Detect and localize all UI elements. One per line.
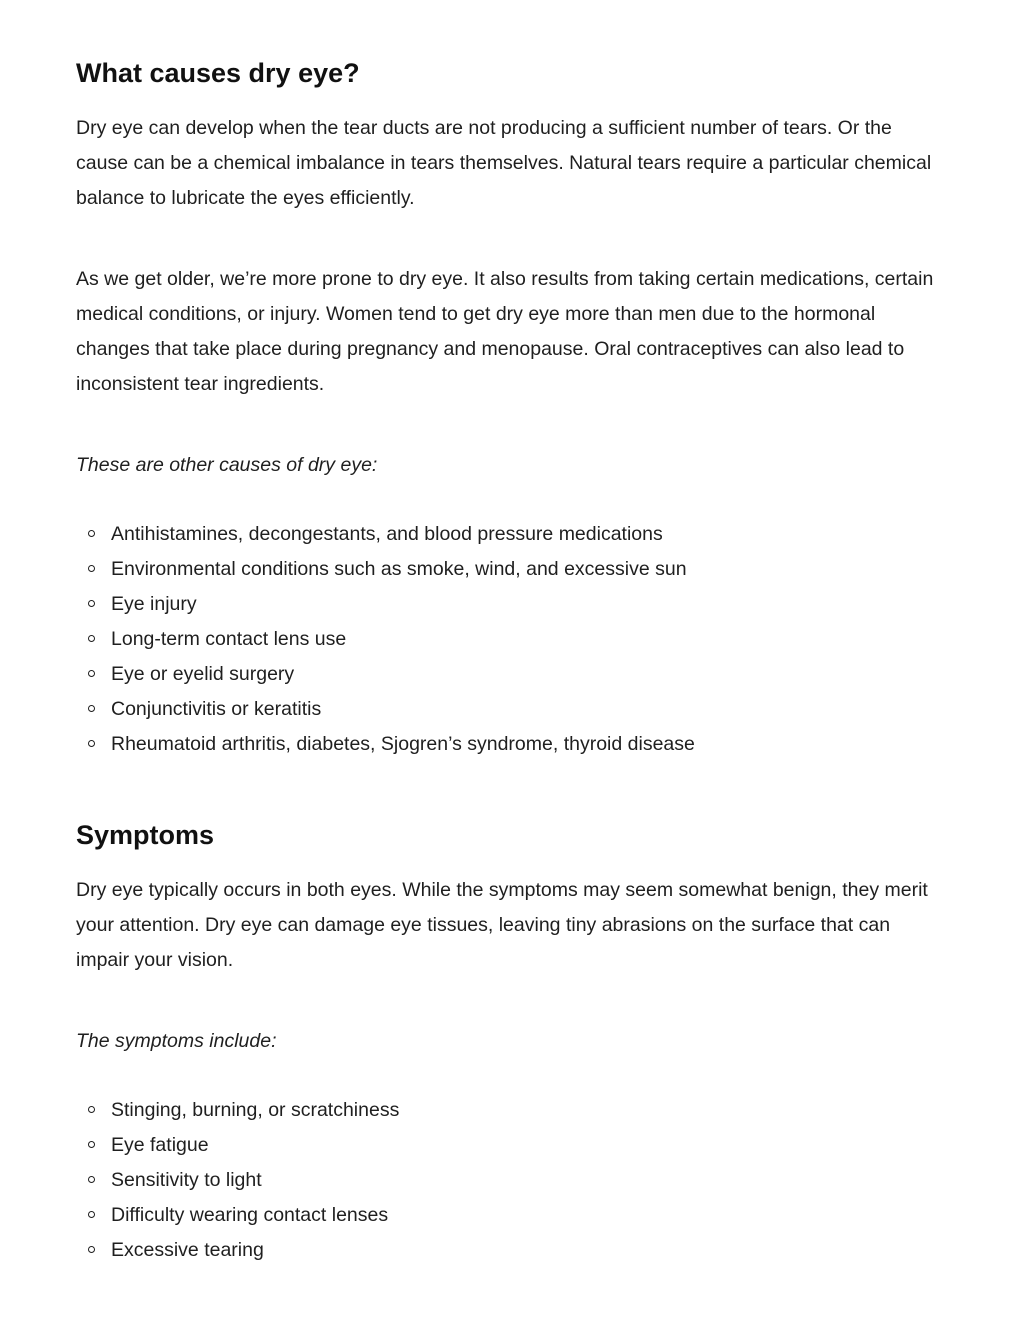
- list-item: [111, 517, 948, 552]
- bullet-icon: [88, 1141, 95, 1148]
- list-item: [111, 1093, 948, 1128]
- causes-list: [76, 517, 948, 762]
- causes-paragraph-1: Dry eye can develop when the tear ducts are not producing a sufficient number of tears. Or the cause can be a chemical imbalance in tears themselves. Natural tears require a particular chemical balance to lubricate the eyes efficiently.: [76, 117, 932, 209]
- causes-list-intro: These are other causes of dry eye:: [76, 454, 378, 476]
- bullet-icon: [88, 635, 95, 642]
- bullet-icon: [88, 705, 95, 712]
- symptoms-heading: Symptoms: [76, 820, 215, 850]
- list-item-text: Excessive tearing: [111, 1239, 264, 1261]
- symptoms-list: [76, 1093, 948, 1268]
- list-item-text: Eye fatigue: [111, 1134, 209, 1156]
- symptoms-list-intro: The symptoms include:: [76, 1030, 277, 1052]
- bullet-icon: [88, 565, 95, 572]
- symptoms-paragraph-1: Dry eye typically occurs in both eyes. While the symptoms may seem somewhat benign, they merit your attention. Dry eye can damage eye tissues, leaving tiny abrasions on the surface that can impair your vision.: [76, 879, 928, 971]
- bullet-icon: [88, 1211, 95, 1218]
- bullet-icon: [88, 600, 95, 607]
- list-item: [111, 657, 948, 692]
- list-item-text: Rheumatoid arthritis, diabetes, Sjogren’s syndrome, thyroid disease: [111, 733, 695, 755]
- bullet-icon: [88, 530, 95, 537]
- bullet-icon: [88, 1176, 95, 1183]
- list-item-text: Long-term contact lens use: [111, 628, 347, 650]
- list-item: [111, 727, 948, 762]
- list-item: [111, 587, 948, 622]
- causes-paragraph-2: As we get older, we’re more prone to dry eye. It also results from taking certain medications, certain medical conditions, or injury. Women tend to get dry eye more than men due to the hormonal changes that take place during pregnancy and menopause. Oral contraceptives can also lead to inconsistent tear ingredients.: [76, 268, 934, 395]
- list-item-text: Environmental conditions such as smoke, wind, and excessive sun: [111, 558, 687, 580]
- list-item: [111, 1163, 948, 1198]
- bullet-icon: [88, 1246, 95, 1253]
- list-item: [111, 552, 948, 587]
- list-item-text: Conjunctivitis or keratitis: [111, 698, 322, 720]
- list-item: [111, 1198, 948, 1233]
- list-item: [111, 622, 948, 657]
- list-item-text: Sensitivity to light: [111, 1169, 262, 1191]
- list-item-text: Eye injury: [111, 593, 197, 615]
- list-item-text: Stinging, burning, or scratchiness: [111, 1099, 400, 1121]
- list-item: [111, 692, 948, 727]
- list-item: [111, 1128, 948, 1163]
- list-item-text: Antihistamines, decongestants, and blood pressure medications: [111, 523, 663, 545]
- bullet-icon: [88, 670, 95, 677]
- causes-heading: What causes dry eye?: [76, 58, 360, 88]
- list-item: [111, 1233, 948, 1268]
- list-item-text: Eye or eyelid surgery: [111, 663, 295, 685]
- bullet-icon: [88, 740, 95, 747]
- bullet-icon: [88, 1106, 95, 1113]
- list-item-text: Difficulty wearing contact lenses: [111, 1204, 389, 1226]
